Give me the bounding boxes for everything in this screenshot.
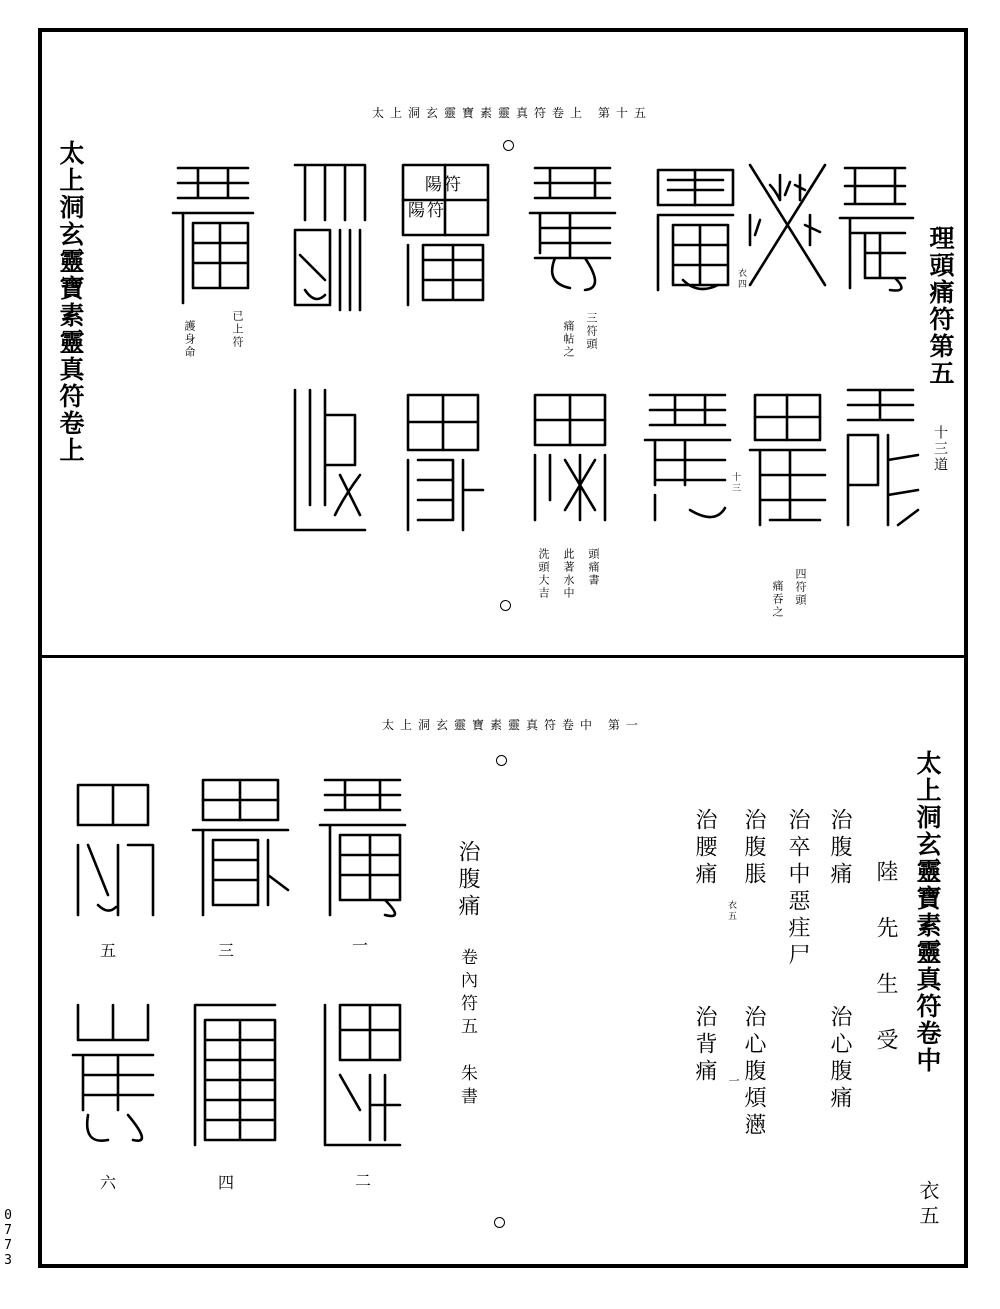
- talisman-seal-8: [745, 390, 830, 530]
- toc-mark-b: 一: [727, 1075, 740, 1088]
- page-number: [2, 1208, 14, 1268]
- talisman-seal-6: [168, 158, 258, 308]
- number-four: 四: [218, 1173, 240, 1192]
- talisman-seal-9: [640, 390, 735, 530]
- binding-hole: [503, 140, 514, 151]
- talisman-seal-1: [835, 158, 917, 298]
- note-c: 三符頭: [585, 312, 598, 351]
- toc-item-5: 治心腹煩懣: [741, 1005, 766, 1140]
- talisman-two: [315, 1000, 410, 1150]
- toc-item-4: 治腹脹: [741, 808, 766, 889]
- toc-item-2: 治心腹痛: [827, 1005, 852, 1113]
- note-d: 痛帖之: [562, 320, 575, 359]
- talisman-seal-11: [398, 390, 488, 535]
- page-divider: [38, 655, 968, 658]
- talisman-six: [68, 1000, 158, 1150]
- note-k: 十三: [730, 472, 740, 494]
- inner-label-yangfu: 陽符: [425, 175, 463, 195]
- number-three: 三: [218, 941, 240, 960]
- top-book-title: 太上洞玄靈寶素靈真符卷上: [56, 140, 85, 464]
- note-h: 此著水中: [562, 548, 575, 600]
- bottom-book-title: 太上洞玄靈寶素靈真符卷中: [913, 750, 942, 1074]
- note-g: 頭痛書: [587, 548, 600, 587]
- page-number-text: 0 7 7 3: [4, 1208, 12, 1268]
- talisman-seal-12: [285, 385, 370, 535]
- talisman-five: [68, 775, 158, 925]
- number-six: 六: [100, 1173, 122, 1192]
- instruction-2: 朱書: [457, 1064, 477, 1110]
- author-line: 陸先生受: [873, 860, 898, 1084]
- count-note: 十三道: [932, 425, 948, 473]
- talisman-one: [315, 775, 410, 925]
- talisman-cross: [745, 160, 830, 290]
- top-running-header: 太上洞玄靈寶素靈真符卷上 第十五: [372, 106, 652, 120]
- section-heading: 治腹痛: [455, 840, 480, 921]
- binding-hole: [494, 1217, 505, 1228]
- talisman-seal-10: [525, 390, 620, 530]
- talisman-seal-2: [648, 160, 746, 300]
- talisman-seal-7: [838, 385, 923, 530]
- instruction-1: 卷內符五: [457, 948, 477, 1040]
- toc-item-3: 治卒中惡疰尸: [785, 808, 810, 970]
- talisman-four: [185, 1000, 285, 1150]
- toc-item-6: 治腰痛: [692, 808, 717, 889]
- number-two: 二: [355, 1171, 377, 1190]
- toc-item-1: 治腹痛: [827, 808, 852, 889]
- note-f: 護身命: [183, 320, 196, 359]
- inner-label-yangfu-2: 陽符: [408, 201, 446, 221]
- note-e: 已上符: [231, 310, 244, 349]
- toc-item-7: 治背痛: [692, 1005, 717, 1086]
- section-title: 理頭痛符第五: [926, 225, 955, 387]
- binding-hole: [500, 600, 511, 611]
- bottom-running-header: 太上洞玄靈寶素靈真符卷中 第一: [382, 718, 644, 732]
- toc-mark-a: 衣五: [726, 900, 736, 922]
- bottom-page-mark: 衣五: [916, 1180, 940, 1230]
- talisman-seal-5: [285, 160, 375, 315]
- number-one: 一: [352, 936, 374, 955]
- binding-hole: [496, 755, 507, 766]
- note-a: 四符頭: [794, 568, 807, 607]
- note-b: 痛吞之: [771, 580, 784, 619]
- talisman-three: [188, 775, 293, 925]
- talisman-seal-3: [525, 158, 620, 298]
- number-five: 五: [100, 941, 122, 960]
- note-j: 衣四: [736, 268, 746, 290]
- note-i: 洗頭大吉: [537, 548, 550, 600]
